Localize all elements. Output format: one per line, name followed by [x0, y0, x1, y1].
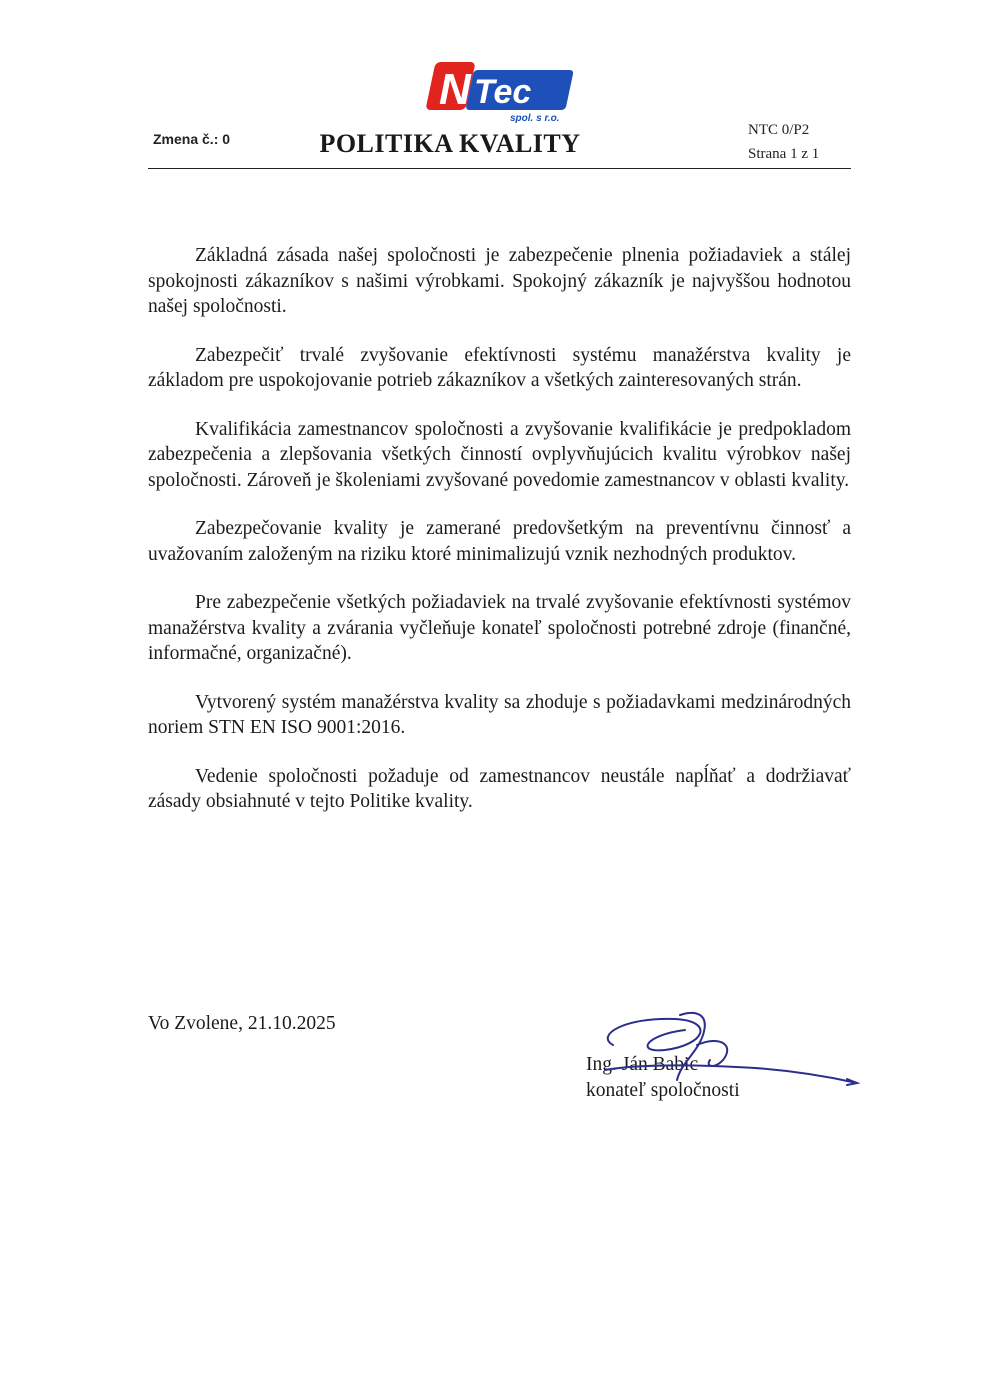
handwritten-signature [585, 1005, 865, 1100]
document-title: POLITIKA KVALITY [319, 129, 581, 158]
paragraph: Vedenie spoločnosti požaduje od zamestnancov neustále napĺňať a dodržiavať zásady obsiahnuté v tejto Politike kvality. [148, 765, 851, 812]
page-number: Strana 1 z 1 [748, 146, 820, 162]
ntec-logo [424, 60, 580, 124]
paragraph: Základná zásada našej spoločnosti je zabezpečenie plnenia požiadaviek a stálej spokojnosti zákazníkov s našimi výrobkami. Spokojný zákazník je najvyššou hodnotou našej spoločnosti. [148, 245, 851, 317]
signatory-name: Ing. Ján Babic [586, 1054, 699, 1075]
logo-subtitle: spol. s r.o. [510, 113, 560, 124]
logo-word: Tec [474, 73, 532, 111]
paragraph: Kvalifikácia zamestnancov spoločnosti a zvyšovanie kvalifikácie je predpokladom zabezpečenia a zlepšovania všetkých činností ovplyvňujúcich kvalitu výrobkov našej spoločnosti. Zároveň je školeniami zvyšované povedomie zamestnancov v oblasti kvality. [148, 418, 851, 491]
document-body [148, 243, 851, 838]
doc-code: NTC 0/P2 [748, 122, 810, 138]
paragraph: Vytvorený systém manažérstva kvality sa zhoduje s požiadavkami medzinárodných noriem STN EN ISO 9001:2016. [148, 691, 851, 738]
paragraph: Pre zabezpečenie všetkých požiadaviek na trvalé zvyšovanie efektívnosti systémov manažérstva kvality a zvárania vyčleňuje konateľ spoločnosti potrebné zdroje (finančné, informačné, organizačné). [148, 592, 851, 664]
signatory-role: konateľ spoločnosti [586, 1080, 740, 1101]
paragraph: Zabezpečiť trvalé zvyšovanie efektívnosti systému manažérstva kvality je základom pre uspokojovanie potrieb zákazníkov a všetkých zainteresovaných strán. [148, 344, 851, 391]
revision-label: Zmena č.: 0 [153, 131, 231, 147]
header-divider [148, 168, 851, 169]
document-reference [748, 118, 819, 166]
place-and-date: Vo Zvolene, 21.10.2025 [148, 1013, 336, 1034]
logo-letter: N [439, 65, 471, 114]
paragraph: Zabezpečovanie kvality je zamerané predovšetkým na preventívnu činnosť a uvažovaním založeným na riziku ktoré minimalizujú vznik nezhodných produktov. [148, 518, 851, 565]
